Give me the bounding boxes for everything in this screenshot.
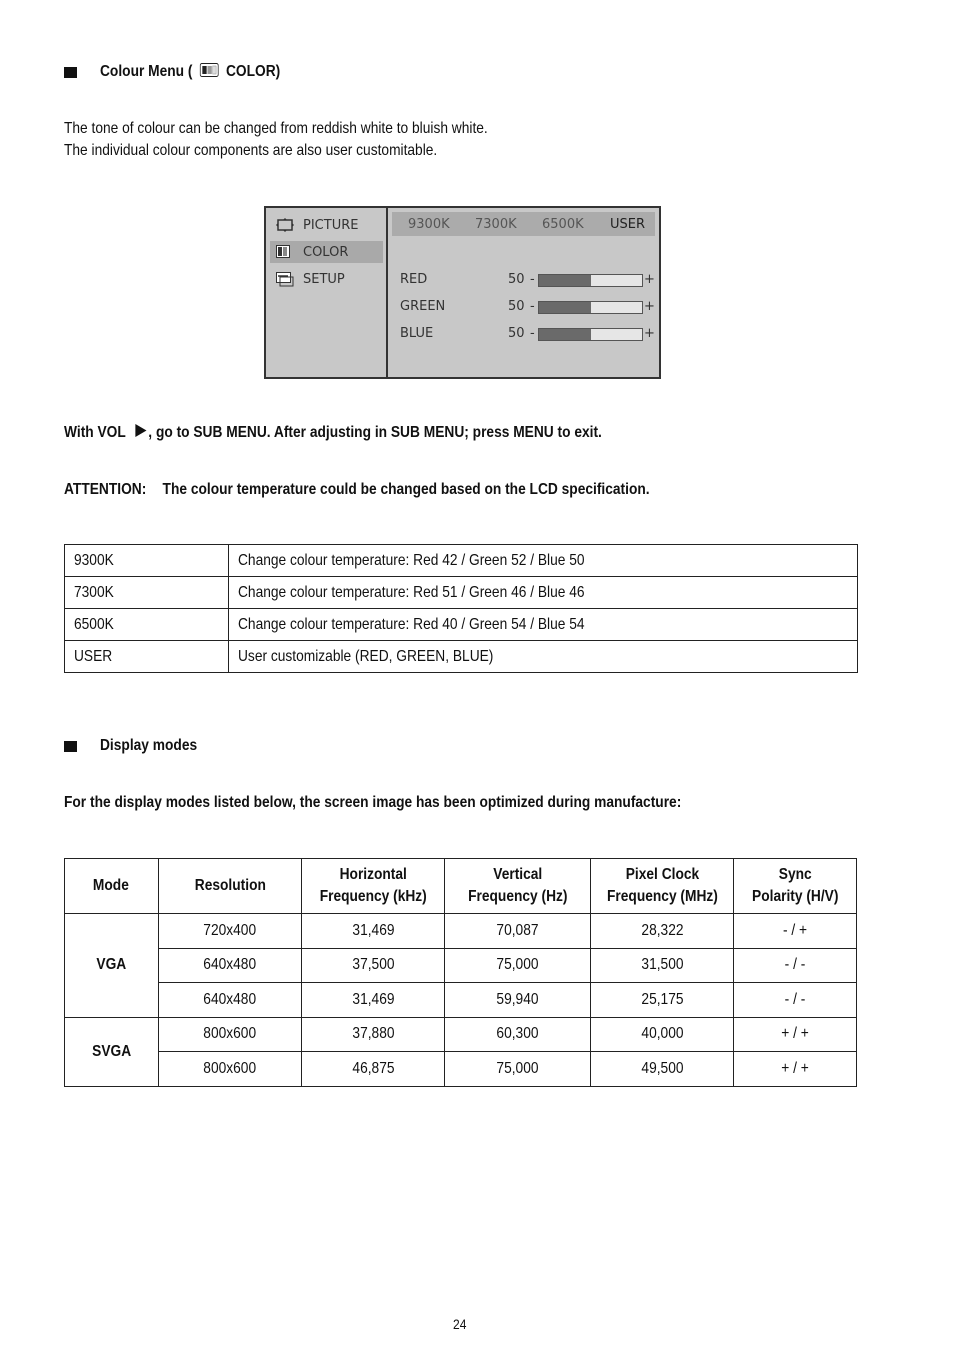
intro-line-1: The tone of colour can be changed from reddish white to bluish white. [64,120,488,137]
osd-menu-label: COLOR [303,245,349,260]
osd-color-menu-screenshot [264,206,661,379]
vol-suffix: , go to SUB MENU. After adjusting in SUB MENU; press MENU to exit. [148,424,602,441]
pixel-clock-cell: 28,322 [591,914,734,949]
table-row [65,577,858,609]
mode-cell: 6500K [65,609,229,641]
table-row [65,914,857,949]
vfreq-cell: 70,087 [445,914,591,949]
sync-polarity-cell: - / + [734,914,857,949]
description-cell: Change colour temperature: Red 51 / Green 46 / Blue 46 [228,577,857,609]
osd-channel-red [400,272,660,290]
vfreq-cell: 75,000 [445,1052,591,1087]
osd-menu-item-setup [270,268,383,290]
table-row [65,983,857,1018]
vol-instruction [64,424,602,442]
table-row [65,641,858,673]
channel-value: 50 [508,272,525,287]
mode-cell: USER [65,641,229,673]
header-resolution: Resolution [158,859,302,914]
resolution-cell: 800x600 [158,1017,302,1052]
channel-level-bar [538,274,643,287]
sync-polarity-cell: + / + [734,1017,857,1052]
header-mode: Mode [65,859,159,914]
sync-polarity-cell: + / + [734,1052,857,1087]
header-pixel-clock: Pixel Clock Frequency (MHz) [591,859,734,914]
mode-cell: 7300K [65,577,229,609]
osd-menu-label: PICTURE [303,218,359,233]
osd-channel-blue [400,326,660,344]
channel-level-bar [538,328,643,341]
channel-name: BLUE [400,326,434,341]
hfreq-cell: 37,500 [302,948,445,983]
attention-note [64,481,650,499]
osd-menu-item-color [270,241,383,263]
colour-temperature-table [64,544,858,673]
osd-channel-green [400,299,660,317]
mode-group-cell: SVGA [65,1017,159,1086]
hfreq-cell: 31,469 [302,914,445,949]
minus-sign: - [530,326,535,341]
play-arrow-icon [135,424,147,442]
resolution-cell: 800x600 [158,1052,302,1087]
mode-group-cell: VGA [65,914,159,1018]
page-number: 24 [453,1316,467,1332]
colour-menu-heading [100,63,280,81]
table-header-row [65,859,857,914]
attention-label: ATTENTION: [64,481,147,498]
table-row [65,609,858,641]
attention-text: The colour temperature could be changed based on the LCD specification. [162,481,650,498]
osd-tab-7300k: 7300K [475,217,517,232]
pixel-clock-cell: 25,175 [591,983,734,1018]
heading-suffix: COLOR) [225,63,281,80]
vfreq-cell: 59,940 [445,983,591,1018]
pixel-clock-cell: 40,000 [591,1017,734,1052]
channel-level-fill [539,329,591,340]
vfreq-cell: 60,300 [445,1017,591,1052]
pixel-clock-cell: 31,500 [591,948,734,983]
table-row [65,948,857,983]
heading-prefix: Colour Menu ( [100,63,193,80]
display-modes-heading: Display modes [100,737,198,754]
minus-sign: - [530,272,535,287]
vfreq-cell: 75,000 [445,948,591,983]
description-cell: Change colour temperature: Red 42 / Green 52 / Blue 50 [228,545,857,577]
table-row [65,1052,857,1087]
display-modes-table [64,858,857,1087]
picture-icon [276,218,290,231]
sync-polarity-cell: - / - [734,983,857,1018]
description-cell: User customizable (RED, GREEN, BLUE) [228,641,857,673]
vol-prefix: With VOL [64,424,126,441]
plus-sign: + [644,299,655,314]
color-icon [276,245,290,258]
table-row [65,1017,857,1052]
osd-menu-sidebar [266,208,388,377]
pixel-clock-cell: 49,500 [591,1052,734,1087]
display-modes-intro: For the display modes listed below, the screen image has been optimized during manufacture: [64,794,682,811]
plus-sign: + [644,326,655,341]
channel-value: 50 [508,299,525,314]
resolution-cell: 640x480 [158,983,302,1018]
description-cell: Change colour temperature: Red 40 / Green 54 / Blue 54 [228,609,857,641]
osd-temperature-tabs [392,212,655,236]
section-bullet [64,67,77,78]
hfreq-cell: 37,880 [302,1017,445,1052]
channel-level-fill [539,302,591,313]
table-row [65,545,858,577]
osd-menu-label: SETUP [303,272,345,287]
channel-level-fill [539,275,591,286]
minus-sign: - [530,299,535,314]
color-icon [200,63,219,76]
osd-tab-9300k: 9300K [408,217,450,232]
osd-menu-item-picture [270,214,383,236]
sync-polarity-cell: - / - [734,948,857,983]
channel-value: 50 [508,326,525,341]
channel-name: RED [400,272,428,287]
osd-setup-icon [276,272,290,285]
hfreq-cell: 46,875 [302,1052,445,1087]
hfreq-cell: 31,469 [302,983,445,1018]
header-sync-polarity: Sync Polarity (H/V) [734,859,857,914]
osd-tab-user: USER [610,217,646,232]
plus-sign: + [644,272,655,287]
mode-cell: 9300K [65,545,229,577]
header-horizontal-frequency: Horizontal Frequency (kHz) [302,859,445,914]
header-vertical-frequency: Vertical Frequency (Hz) [445,859,591,914]
resolution-cell: 720x400 [158,914,302,949]
intro-line-2: The individual colour components are also user customitable. [64,142,438,159]
osd-tab-6500k: 6500K [542,217,584,232]
section-bullet [64,741,77,752]
resolution-cell: 640x480 [158,948,302,983]
channel-level-bar [538,301,643,314]
channel-name: GREEN [400,299,446,314]
